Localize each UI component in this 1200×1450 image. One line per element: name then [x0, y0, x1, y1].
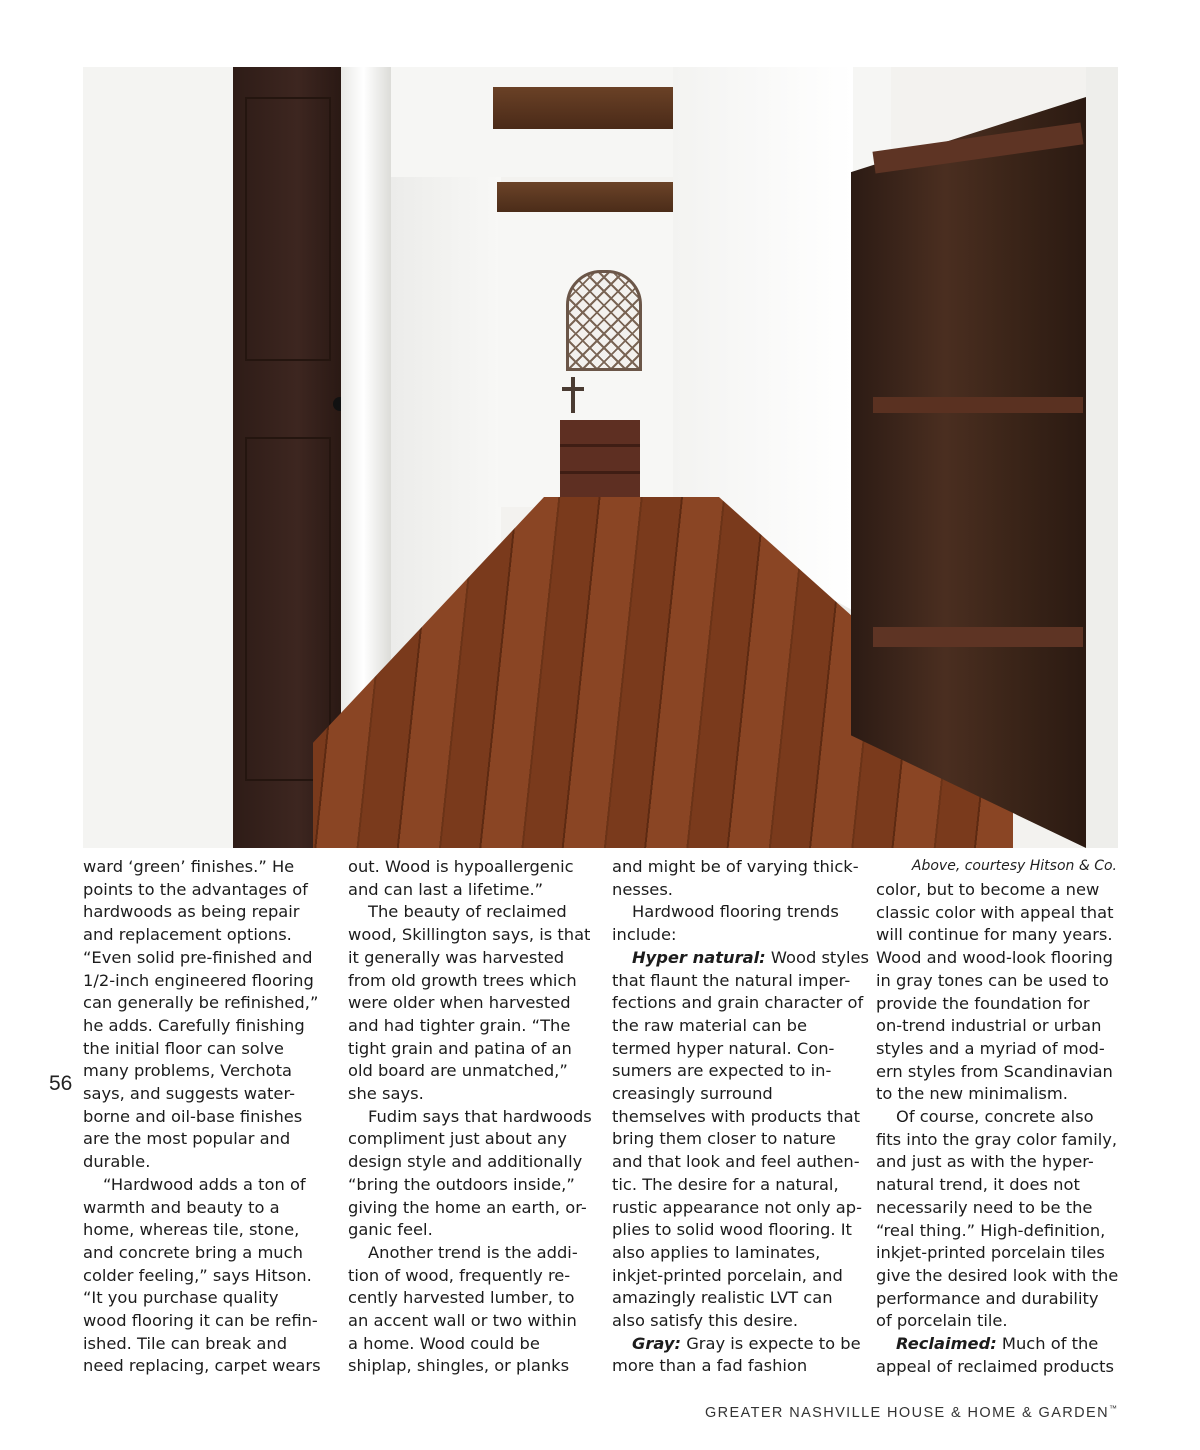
line-text: “Hardwood adds a ton of: [103, 1174, 306, 1194]
text-line: [83, 1038, 328, 1061]
line-text: wood flooring it can be refin-: [83, 1311, 318, 1331]
text-line: [612, 1333, 862, 1356]
line-text: wood, Skillington says, is that: [348, 925, 591, 945]
line-text: a home. Wood could be: [348, 1333, 540, 1353]
line-text: include:: [612, 925, 677, 945]
magazine-footer: [705, 1404, 1117, 1421]
line-text: Fudim says that hardwoods: [368, 1106, 592, 1126]
text-line: [612, 1265, 862, 1288]
text-line: [612, 1242, 862, 1265]
text-line: [348, 1106, 593, 1129]
line-text: that flaunt the natural imper-: [612, 970, 851, 990]
text-line: [83, 1242, 328, 1265]
line-text: tight grain and patina of an: [348, 1038, 572, 1058]
line-text: design style and additionally: [348, 1152, 583, 1172]
text-line: [876, 993, 1126, 1016]
line-text: Wood and wood-look flooring: [876, 948, 1113, 968]
line-text: inkjet-printed porcelain tiles: [876, 1243, 1105, 1263]
text-line: [348, 992, 593, 1015]
line-text: can generally be refinished,”: [83, 993, 319, 1013]
text-line: [83, 1128, 328, 1151]
line-text: Hardwood flooring trends: [632, 902, 839, 922]
line-text: durable.: [83, 1152, 151, 1172]
text-line: [348, 1151, 593, 1174]
line-text: from old growth trees which: [348, 970, 577, 990]
line-text: also applies to laminates,: [612, 1242, 821, 1262]
line-text: need replacing, carpet wears: [83, 1356, 321, 1376]
line-text: warmth and beauty to a: [83, 1197, 280, 1217]
line-text: color, but to become a new: [876, 880, 1100, 899]
line-text: she says.: [348, 1084, 424, 1104]
line-text: nesses.: [612, 879, 673, 899]
line-text: creasingly surround: [612, 1084, 773, 1104]
text-line: [876, 1310, 1126, 1333]
line-text: “real thing.” High-definition,: [876, 1220, 1106, 1240]
line-text: inkjet-printed porcelain, and: [612, 1265, 843, 1285]
text-line: [876, 1197, 1126, 1220]
text-line: [612, 901, 862, 924]
trend-term: Gray:: [632, 1333, 682, 1353]
text-line: [876, 1061, 1126, 1084]
text-line: [348, 1060, 593, 1083]
text-line: [348, 1128, 593, 1151]
text-line: [612, 1083, 862, 1106]
text-line: [348, 970, 593, 993]
line-text: amazingly realistic LVT can: [612, 1288, 833, 1308]
line-text: “It you purchase quality: [83, 1288, 279, 1308]
left-door-panel: [245, 97, 331, 361]
text-line: [83, 901, 328, 924]
door-strap: [873, 397, 1083, 413]
line-text: ward ‘green’ finishes.” He: [83, 857, 295, 876]
line-text: sumers are expected to in-: [612, 1061, 832, 1081]
text-line: [348, 856, 593, 879]
text-line: [876, 1083, 1126, 1106]
text-line: [876, 1333, 1126, 1356]
line-text: plies to solid wood flooring. It: [612, 1220, 852, 1240]
line-text: and can last a lifetime.”: [348, 879, 544, 899]
text-line: [876, 970, 1126, 993]
barn-door: [851, 97, 1086, 848]
line-text: ished. Tile can break and: [83, 1333, 288, 1353]
line-text: themselves with products that: [612, 1106, 860, 1126]
text-line: [876, 902, 1126, 925]
text-line: [83, 1197, 328, 1220]
line-text: many problems, Verchota: [83, 1061, 292, 1081]
trademark-mark: ™: [1109, 1404, 1117, 1413]
text-line: [876, 1288, 1126, 1311]
text-line: [348, 1355, 593, 1378]
text-line: [876, 879, 1126, 902]
text-line: [612, 970, 862, 993]
arched-grille: [566, 270, 642, 371]
text-line: [612, 1015, 862, 1038]
text-line: [83, 1106, 328, 1129]
ceiling-beam: [497, 182, 673, 212]
text-line: [612, 1287, 862, 1310]
text-line: [83, 856, 328, 879]
text-line: [83, 1265, 328, 1288]
line-text: he adds. Carefully finishing: [83, 1015, 305, 1035]
text-line: [348, 1083, 593, 1106]
text-line: [83, 1015, 328, 1038]
photo-caption: Above, courtesy Hitson & Co.: [911, 858, 1117, 874]
text-column-3: [612, 856, 869, 1378]
text-line: [876, 1038, 1126, 1061]
line-text: it generally was harvested: [348, 947, 565, 967]
line-text: also satisfy this desire.: [612, 1311, 798, 1331]
text-column-2: [348, 856, 593, 1378]
text-line: [348, 924, 593, 947]
line-text: will continue for many years.: [876, 925, 1113, 945]
text-line: [348, 901, 593, 924]
text-line: [612, 1355, 862, 1378]
line-text: and concrete bring a much: [83, 1242, 303, 1262]
text-line: [612, 1106, 862, 1129]
text-line: [612, 1310, 862, 1333]
text-line: [612, 1197, 862, 1220]
line-text: says, and suggests water-: [83, 1084, 295, 1104]
left-door-panel: [245, 437, 331, 781]
text-line: [612, 1060, 862, 1083]
text-line: [83, 947, 328, 970]
text-line: [876, 1265, 1126, 1288]
text-line: [612, 947, 869, 970]
text-line: [612, 856, 862, 879]
text-line: [83, 1219, 328, 1242]
line-text: “Even solid pre-finished and: [83, 947, 313, 967]
line-text: Much of the: [996, 1334, 1099, 1354]
text-line: [348, 1015, 593, 1038]
text-line: [83, 1151, 328, 1174]
line-text: Gray is expecte to be: [681, 1333, 861, 1353]
line-text: colder feeling,” says Hitson.: [83, 1265, 312, 1285]
line-text: of porcelain tile.: [876, 1311, 1008, 1331]
wall-cross: [571, 377, 575, 413]
line-text: more than a fad fashion: [612, 1356, 808, 1376]
line-text: the raw material can be: [612, 1015, 807, 1035]
text-line: [83, 1355, 328, 1378]
text-line: [876, 1356, 1126, 1379]
text-line: [348, 1038, 593, 1061]
text-line: [83, 1287, 328, 1310]
line-text: old board are unmatched,”: [348, 1061, 568, 1081]
text-line: [876, 1151, 1126, 1174]
line-text: giving the home an earth, or-: [348, 1197, 587, 1217]
text-line: [348, 1242, 593, 1265]
text-line: [348, 1310, 593, 1333]
line-text: Wood styles: [765, 947, 869, 967]
line-text: styles and a myriad of mod-: [876, 1038, 1105, 1058]
line-text: ganic feel.: [348, 1220, 433, 1240]
line-text: “bring the outdoors inside,”: [348, 1174, 575, 1194]
line-text: Of course, concrete also: [896, 1107, 1094, 1127]
line-text: were older when harvested: [348, 993, 571, 1013]
line-text: shiplap, shingles, or planks: [348, 1356, 570, 1376]
line-text: cently harvested lumber, to: [348, 1288, 575, 1308]
text-line: [83, 1060, 328, 1083]
text-line: [348, 1219, 593, 1242]
text-line: [612, 1174, 862, 1197]
text-line: [83, 924, 328, 947]
text-line: [83, 970, 328, 993]
wood-dresser: [560, 420, 640, 500]
text-line: [876, 1129, 1126, 1152]
text-line: [612, 924, 862, 947]
trend-term: Reclaimed:: [896, 1334, 997, 1354]
text-line: [83, 992, 328, 1015]
text-line: [612, 1038, 862, 1061]
text-line: [876, 924, 1126, 947]
line-text: tion of wood, frequently re-: [348, 1265, 571, 1285]
line-text: performance and durability: [876, 1288, 1099, 1308]
text-line: [612, 1128, 862, 1151]
text-line: [348, 1287, 593, 1310]
text-line: [612, 1151, 862, 1174]
wall-cross: [562, 387, 584, 391]
line-text: compliment just about any: [348, 1129, 567, 1149]
text-line: [83, 1174, 328, 1197]
text-line: [348, 1333, 593, 1356]
door-strap: [873, 627, 1083, 647]
text-line: [612, 1219, 862, 1242]
text-line: [876, 1242, 1126, 1265]
text-line: [83, 1310, 328, 1333]
text-line: [876, 1015, 1126, 1038]
text-line: [876, 1220, 1126, 1243]
line-text: are the most popular and: [83, 1129, 291, 1149]
text-line: [876, 1174, 1126, 1197]
line-text: rustic appearance not only ap-: [612, 1197, 862, 1217]
text-line: [83, 1083, 328, 1106]
text-line: [83, 1333, 328, 1356]
line-text: give the desired look with the: [876, 1265, 1119, 1285]
line-text: provide the foundation for: [876, 993, 1090, 1013]
line-text: and replacement options.: [83, 925, 292, 945]
line-text: tic. The desire for a natural,: [612, 1174, 839, 1194]
hallway-photo: [83, 67, 1118, 848]
line-text: an accent wall or two within: [348, 1311, 577, 1331]
line-text: points to the advantages of: [83, 879, 308, 899]
text-line: [612, 879, 862, 902]
text-line: [348, 1174, 593, 1197]
line-text: natural trend, it does not: [876, 1175, 1080, 1195]
line-text: The beauty of reclaimed: [368, 902, 567, 922]
footer-title: GREATER NASHVILLE HOUSE & HOME & GARDEN: [704, 1404, 1109, 1421]
text-column-1: [83, 856, 328, 1378]
line-text: in gray tones can be used to: [876, 970, 1109, 990]
line-text: fits into the gray color family,: [876, 1129, 1118, 1149]
line-text: and might be of varying thick-: [612, 857, 859, 876]
text-line: [348, 879, 593, 902]
line-text: Another trend is the addi-: [368, 1242, 578, 1262]
text-line: [83, 879, 328, 902]
line-text: appeal of reclaimed products: [876, 1356, 1115, 1376]
trend-term: Hyper natural:: [632, 947, 766, 967]
line-text: and just as with the hyper-: [876, 1152, 1094, 1172]
line-text: classic color with appeal that: [876, 902, 1114, 922]
right-wall: [1086, 67, 1118, 848]
text-line: [348, 1265, 593, 1288]
line-text: fections and grain character of: [612, 993, 864, 1013]
text-line: [612, 992, 862, 1015]
line-text: on-trend industrial or urban: [876, 1016, 1102, 1036]
line-text: ern styles from Scandinavian: [876, 1061, 1113, 1081]
text-line: [876, 1106, 1126, 1129]
text-line: [348, 947, 593, 970]
line-text: 1/2-inch engineered flooring: [83, 970, 314, 990]
text-column-4: [876, 879, 1126, 1378]
line-text: termed hyper natural. Con-: [612, 1038, 835, 1058]
line-text: and had tighter grain. “The: [348, 1015, 571, 1035]
line-text: necessarily need to be the: [876, 1197, 1093, 1217]
line-text: out. Wood is hypoallergenic: [348, 857, 574, 876]
line-text: the initial floor can solve: [83, 1038, 284, 1058]
text-line: [348, 1197, 593, 1220]
line-text: to the new minimalism.: [876, 1084, 1068, 1104]
text-line: [876, 947, 1126, 970]
line-text: borne and oil-base finishes: [83, 1106, 303, 1126]
line-text: bring them closer to nature: [612, 1129, 836, 1149]
line-text: home, whereas tile, stone,: [83, 1220, 300, 1240]
line-text: and that look and feel authen-: [612, 1152, 860, 1172]
page-number: 56: [49, 1072, 73, 1095]
line-text: hardwoods as being repair: [83, 902, 300, 922]
